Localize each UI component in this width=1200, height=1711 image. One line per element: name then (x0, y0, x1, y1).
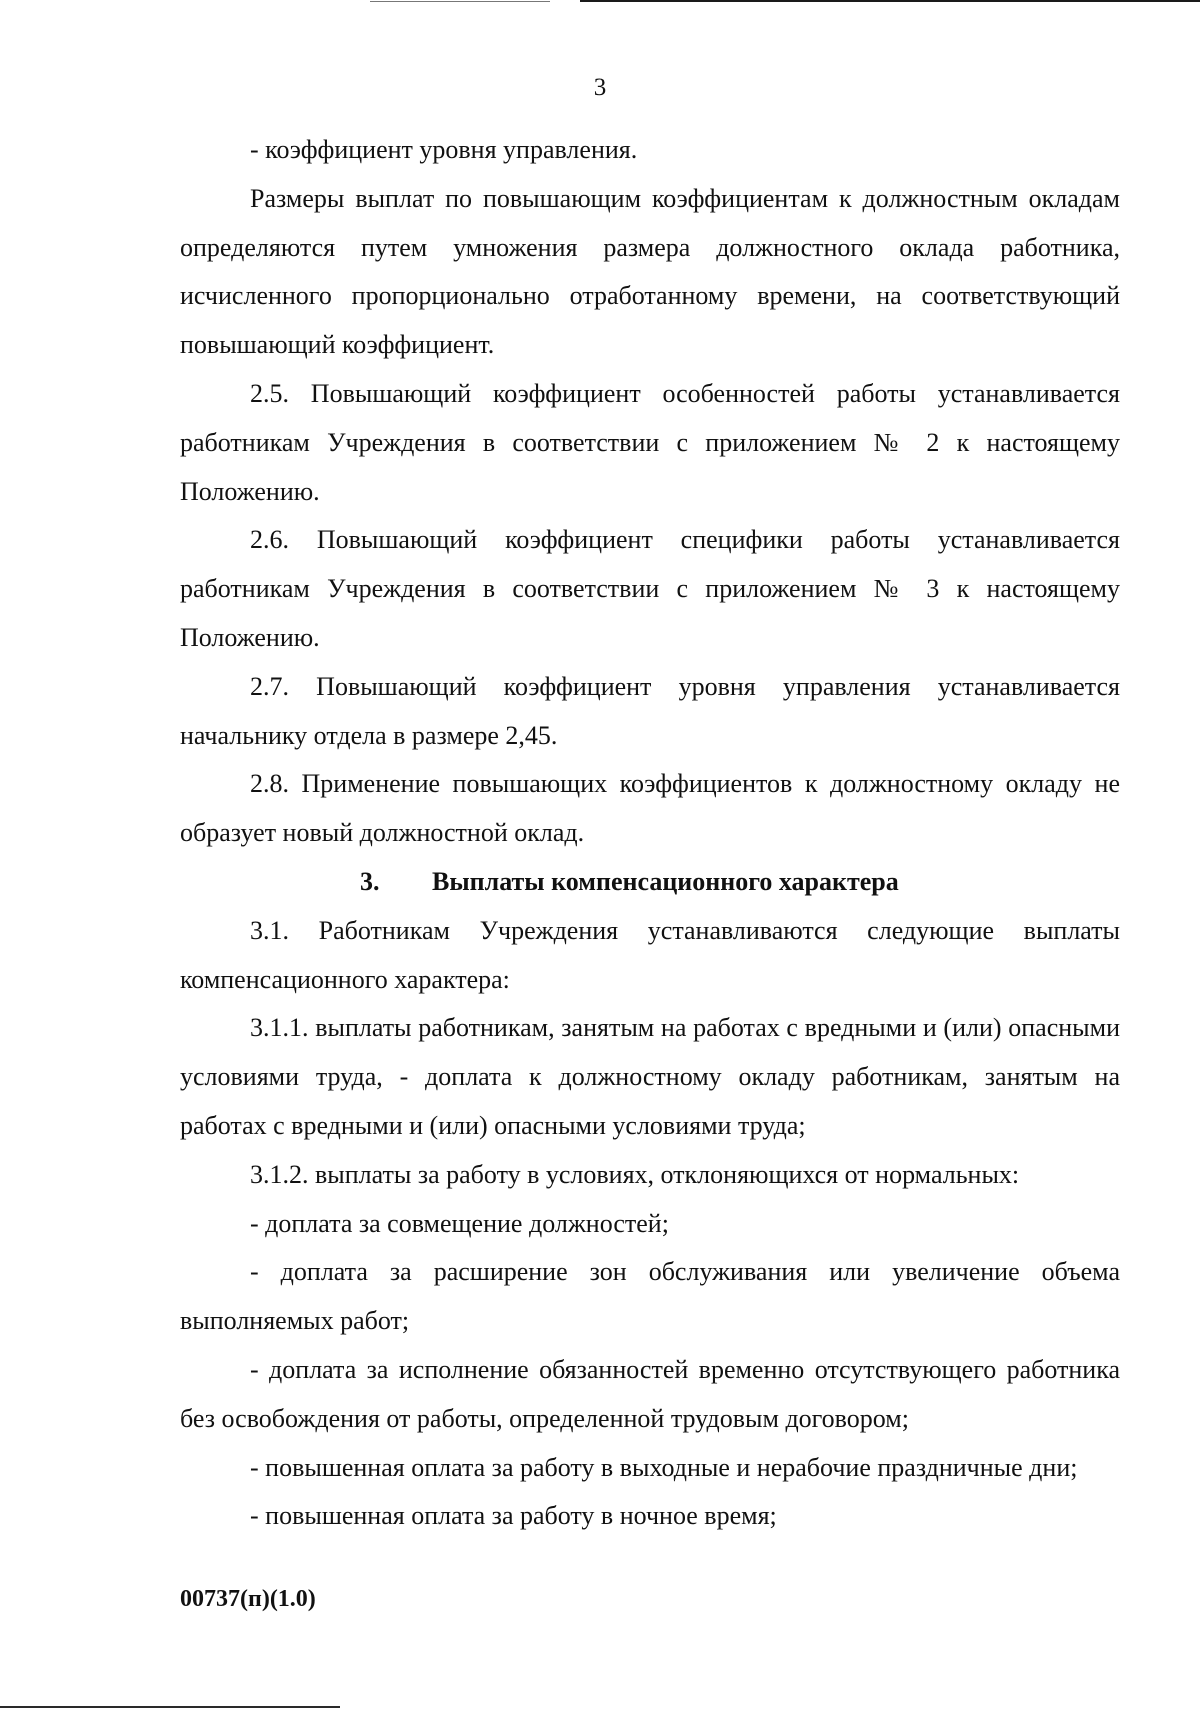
scan-edge-line (580, 0, 1200, 2)
section-number: 3. (360, 866, 380, 896)
list-item: - доплата за расширение зон обслуживания или увеличение объема выполняемых работ; (180, 1257, 1120, 1336)
paragraph: 2.7. Повышающий коэффициент уровня управления устанавливается начальнику отдела в размере 2,45. (180, 671, 1120, 750)
paragraph: 3.1. Работникам Учреждения устанавливаются следующие выплаты компенсационного характера: (180, 915, 1120, 994)
paragraph: 2.5. Повышающий коэффициент особенностей работы устанавливается работникам Учреждения в соответствии с приложением № 2 к настоящему Положению. (180, 378, 1120, 506)
paragraph: 2.6. Повышающий коэффициент специфики работы устанавливается работникам Учреждения в соответствии с приложением № 3 к настоящему Положению. (180, 525, 1120, 652)
paragraph: Размеры выплат по повышающим коэффициентам к должностным окладам определяются путем умножения размера должностного оклада работника, исчисленного пропорционально отработанному времени, на соответствующий повышающий коэффициент. (180, 183, 1120, 360)
list-item: - повышенная оплата за работу в ночное время; (250, 1501, 777, 1531)
list-item: - доплата за исполнение обязанностей временно отсутствующего работника без освобождения от работы, определенной трудовым договором; (180, 1354, 1120, 1433)
document-code: 00737(п)(1.0) (180, 1586, 316, 1612)
list-item: - доплата за совмещение должностей; (250, 1208, 669, 1238)
scan-edge-line (0, 1706, 340, 1708)
scan-edge-line (370, 1, 550, 2)
list-item: - повышенная оплата за работу в выходные и нерабочие праздничные дни; (250, 1452, 1078, 1482)
section-heading (180, 858, 1120, 907)
paragraph: 2.8. Применение повышающих коэффициентов к должностному окладу не образует новый должностной оклад. (180, 769, 1120, 848)
paragraph: 3.1.2. выплаты за работу в условиях, отклоняющихся от нормальных: (250, 1159, 1020, 1189)
list-item: - коэффициент уровня управления. (250, 135, 638, 164)
page-number: 3 (593, 74, 607, 101)
paragraph: 3.1.1. выплаты работникам, занятым на работах с вредными и (или) опасными условиями труда, - доплата к должностному окладу работникам, занятым на работах с вредными и (или) опасными условиями труда; (180, 1013, 1120, 1140)
section-title: Выплаты компенсационного характера (432, 866, 899, 896)
document-body (180, 126, 1120, 1541)
